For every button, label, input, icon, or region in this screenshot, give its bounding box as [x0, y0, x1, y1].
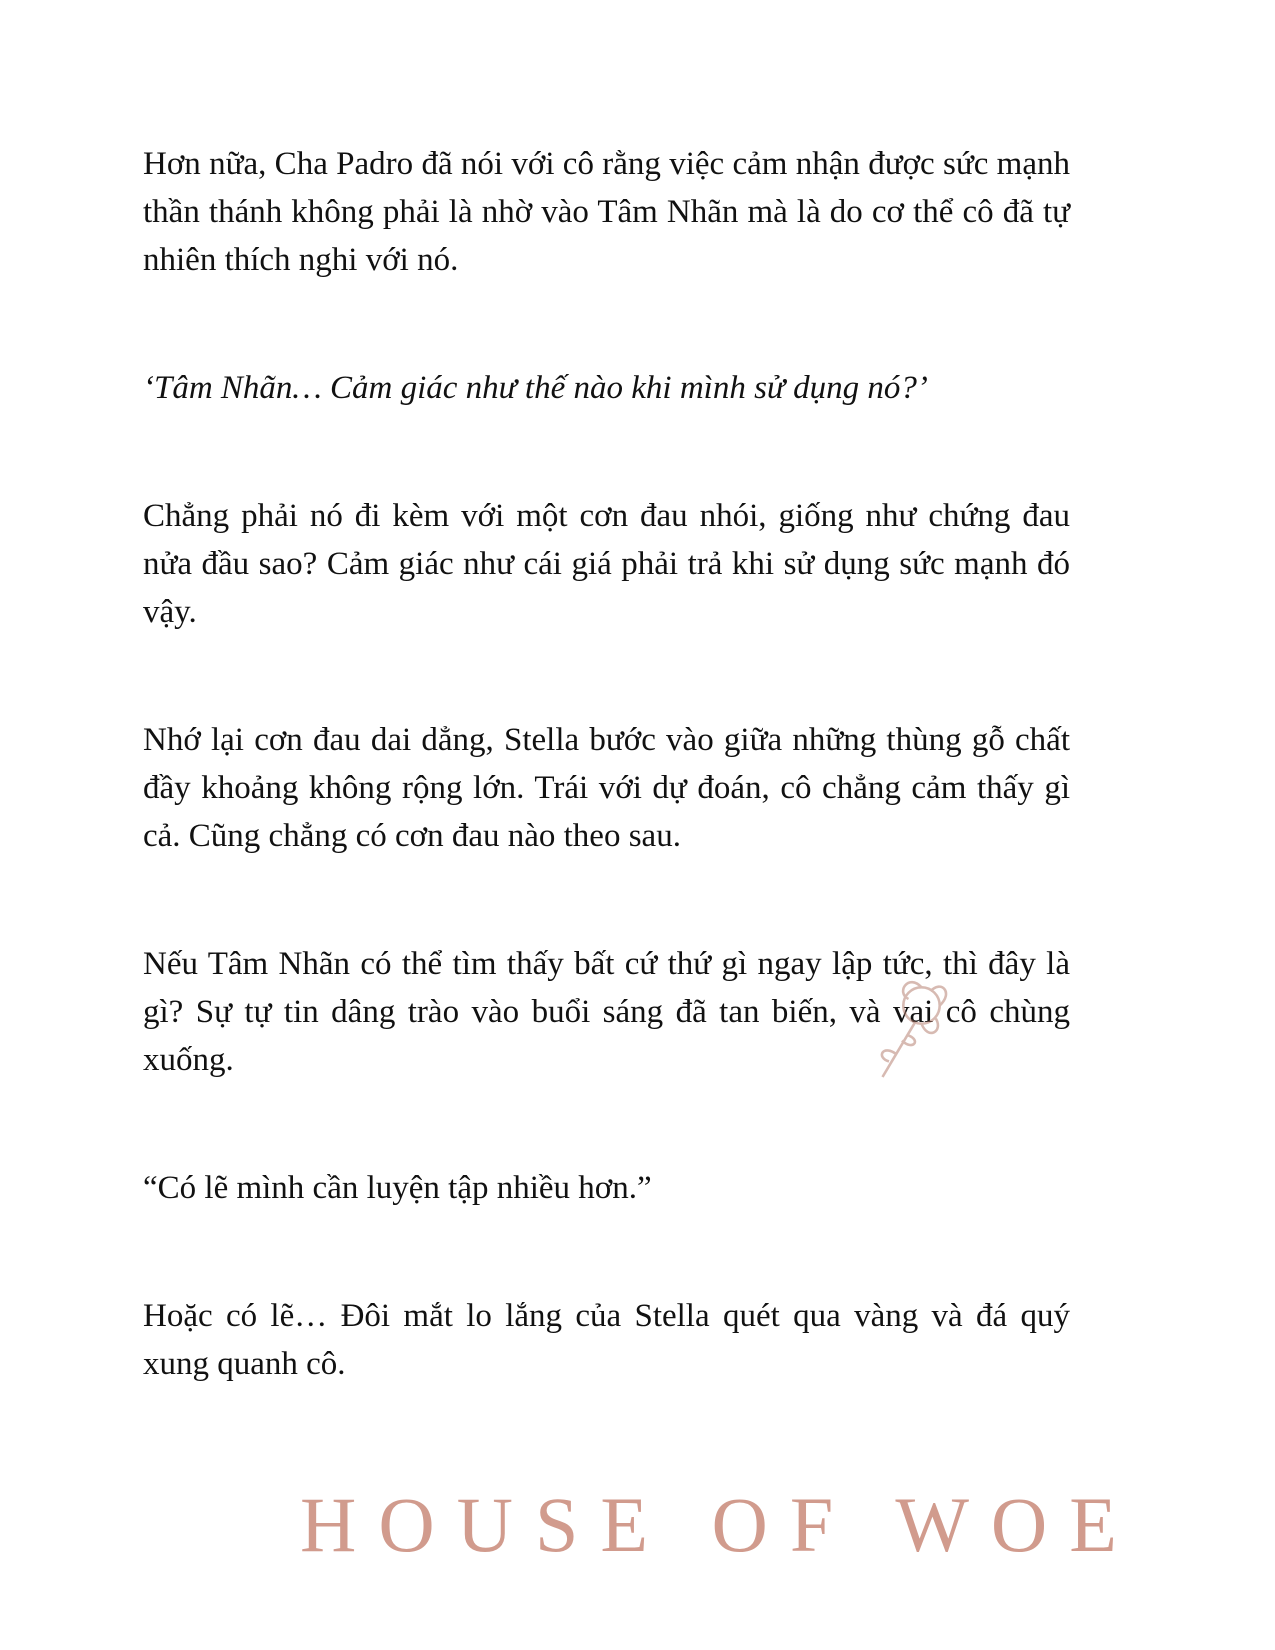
document-page [143, 140, 1070, 1468]
watermark-text: HOUSE OF WOE [300, 1481, 1139, 1568]
paragraph-6-dialogue: “Có lẽ mình cần luyện tập nhiều hơn.” [143, 1170, 652, 1206]
paragraph-2-thought: ‘Tâm Nhãn… Cảm giác như thế nào khi mình sử dụng nó?’ [143, 370, 928, 406]
paragraph-3: Chẳng phải nó đi kèm với một cơn đau nhói, giống như chứng đau nửa đầu sao? Cảm giác như cái giá phải trả khi sử dụng sức mạnh đó vậy. [143, 498, 1070, 630]
paragraph-5: Nếu Tâm Nhãn có thể tìm thấy bất cứ thứ gì ngay lập tức, thì đây là gì? Sự tự tin dâng trào vào buổi sáng đã tan biến, và vai cô chùng xuống. [143, 946, 1070, 1078]
paragraph-1: Hơn nữa, Cha Padro đã nói với cô rằng việc cảm nhận được sức mạnh thần thánh không phải là nhờ vào Tâm Nhãn mà là do cơ thể cô đã tự nhiên thích nghi với nó. [143, 146, 1070, 278]
paragraph-7: Hoặc có lẽ… Đôi mắt lo lắng của Stella quét qua vàng và đá quý xung quanh cô. [143, 1298, 1070, 1382]
paragraph-4: Nhớ lại cơn đau dai dẳng, Stella bước vào giữa những thùng gỗ chất đầy khoảng không rộng lớn. Trái với dự đoán, cô chẳng cảm thấy gì cả. Cũng chẳng có cơn đau nào theo sau. [143, 722, 1070, 854]
